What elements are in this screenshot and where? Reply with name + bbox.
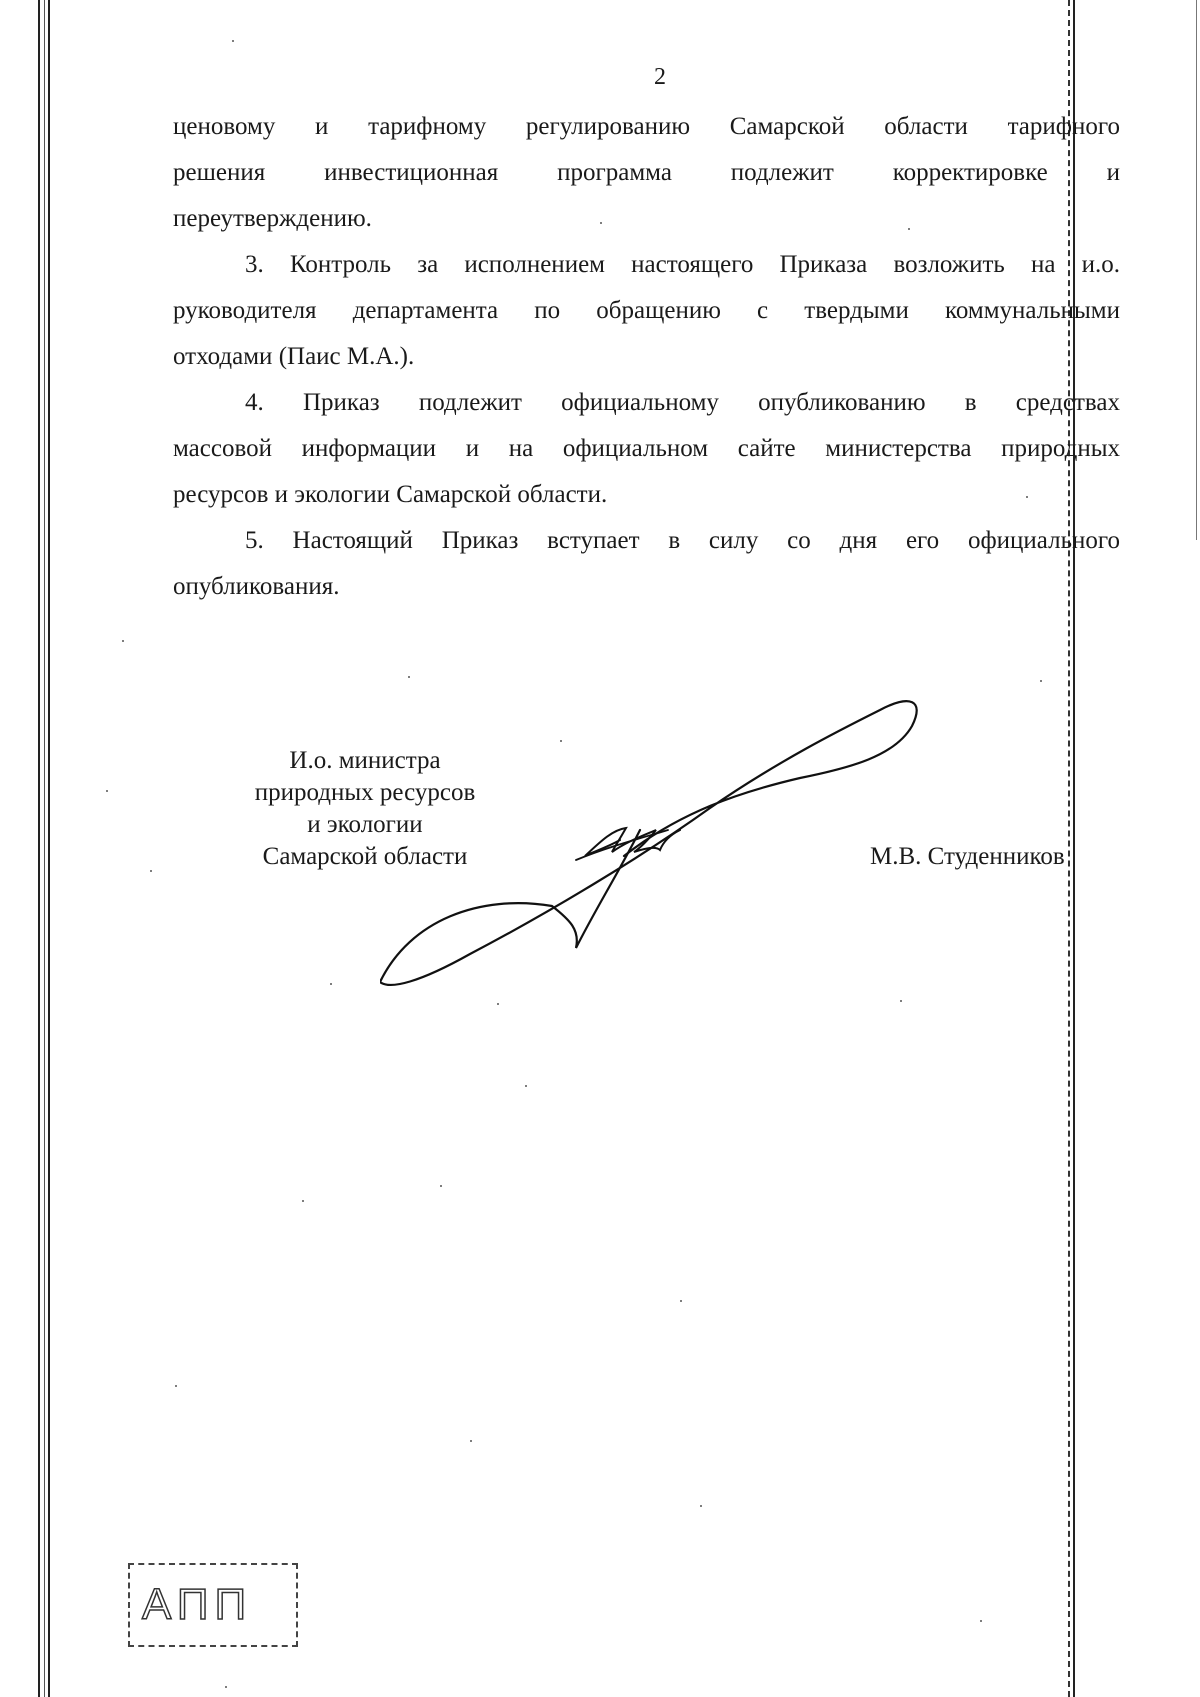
text-line: ценовому и тарифному регулированию Самарской области тарифного: [173, 113, 1120, 140]
scan-edge-line: [1196, 0, 1197, 540]
scan-speck: [440, 1185, 442, 1187]
scan-binding-line: [38, 0, 40, 1697]
scan-speck: [150, 870, 152, 872]
scan-speck: [470, 1440, 472, 1442]
scan-speck: [225, 1686, 227, 1688]
handwritten-signature: [380, 680, 940, 1000]
page-number: 2: [654, 64, 666, 90]
signatory-title-line: природных ресурсов: [254, 779, 476, 806]
signatory-title-line: И.о. министра: [289, 747, 441, 774]
text-line: 4. Приказ подлежит официальному опубликованию в средствах: [245, 389, 1120, 416]
signatory-title-line: и экологии: [307, 811, 423, 838]
text-line: руководителя департамента по обращению с твердыми коммунальными: [173, 297, 1120, 324]
scan-speck: [900, 1000, 902, 1002]
scan-speck: [175, 1385, 177, 1387]
scan-speck: [980, 1620, 982, 1622]
text-line: ресурсов и экологии Самарской области.: [173, 481, 608, 508]
signatory-title-line: Самарской области: [262, 843, 468, 870]
scan-speck: [497, 1003, 499, 1005]
stamp-text: АПП: [142, 1580, 253, 1629]
text-line: 3. Контроль за исполнением настоящего Приказа возложить на и.о.: [245, 251, 1120, 278]
signer-name: М.В. Студенников: [870, 843, 1065, 870]
text-line: переутверждению.: [173, 205, 372, 232]
scan-speck: [330, 983, 332, 985]
paragraph-3: [173, 242, 1120, 380]
scan-speck: [106, 790, 108, 792]
scan-binding-line: [48, 0, 50, 1697]
scan-speck: [302, 1200, 304, 1202]
scan-speck: [232, 40, 234, 42]
scan-speck: [1040, 680, 1042, 682]
paragraph-5: [173, 518, 1120, 610]
registration-stamp: [128, 1563, 298, 1647]
scan-speck: [408, 676, 410, 678]
scan-binding-line: [44, 0, 45, 1697]
scan-speck: [525, 1085, 527, 1087]
scan-speck: [680, 1300, 682, 1302]
text-line: опубликования.: [173, 573, 340, 600]
paragraph-continuation: [173, 104, 1120, 242]
text-line: 5. Настоящий Приказ вступает в силу со дня его официального: [245, 527, 1120, 554]
text-line: решения инвестиционная программа подлежит корректировке и: [173, 159, 1120, 186]
text-line: массовой информации и на официальном сайте министерства природных: [173, 435, 1120, 462]
scan-speck: [122, 640, 124, 642]
text-line: отходами (Паис М.А.).: [173, 343, 415, 370]
scan-speck: [700, 1505, 702, 1507]
paragraph-4: [173, 380, 1120, 518]
